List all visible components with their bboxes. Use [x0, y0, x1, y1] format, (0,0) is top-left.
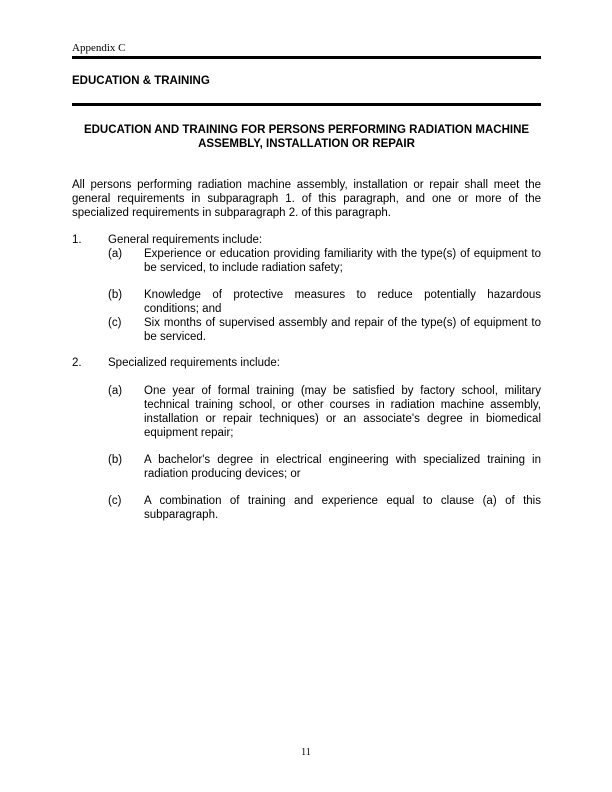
- section-1-item-a-text: Experience or education providing familiarity with the type(s) of equipment to be serviced, to include radiation safety;: [144, 248, 541, 274]
- section-2-item-b-text: A bachelor's degree in electrical engineering with specialized training in radiation producing devices; or: [144, 454, 541, 480]
- section-2-item-a-letter: (a): [108, 385, 123, 397]
- section-2-item-b-letter: (b): [108, 454, 123, 466]
- section-rule: [72, 103, 541, 106]
- section-1-label: General requirements include:: [108, 234, 263, 246]
- section-1-item-c-text: Six months of supervised assembly and repair of the type(s) of equipment to be serviced.: [144, 317, 541, 343]
- section-2-item-c-text: A combination of training and experience equal to clause (a) of this subparagraph.: [144, 495, 541, 521]
- section-1-item-c-letter: (c): [108, 317, 122, 329]
- section-title: EDUCATION & TRAINING: [72, 75, 210, 87]
- section-1-item-a-letter: (a): [108, 248, 123, 260]
- intro-paragraph: All persons performing radiation machine assembly, installation or repair shall meet the general requirements in subparagraph 1. of this paragraph, and one or more of the specialized requirements in subparagraph 2. of this paragraph.: [72, 179, 541, 219]
- section-1-item-b-text: Knowledge of protective measures to reduce potentially hazardous conditions; and: [144, 289, 541, 315]
- appendix-header: Appendix C: [72, 42, 126, 54]
- page-number: 11: [301, 747, 311, 758]
- section-2-item-c-letter: (c): [108, 495, 122, 507]
- section-2-number: 2.: [72, 357, 82, 369]
- main-title: EDUCATION AND TRAINING FOR PERSONS PERFORMING RADIATION MACHINE ASSEMBLY, INSTALLATION OR REPAIR: [83, 124, 530, 150]
- section-1-item-b-letter: (b): [108, 289, 123, 301]
- section-1-number: 1.: [72, 234, 82, 246]
- section-2-item-a-text: One year of formal training (may be satisfied by factory school, military technical training school, or other courses in radiation machine assembly, installation or repair techniques) or an associate's degree in biomedical equipment repair;: [144, 385, 541, 439]
- header-rule: [72, 56, 541, 59]
- section-2-label: Specialized requirements include:: [108, 357, 280, 369]
